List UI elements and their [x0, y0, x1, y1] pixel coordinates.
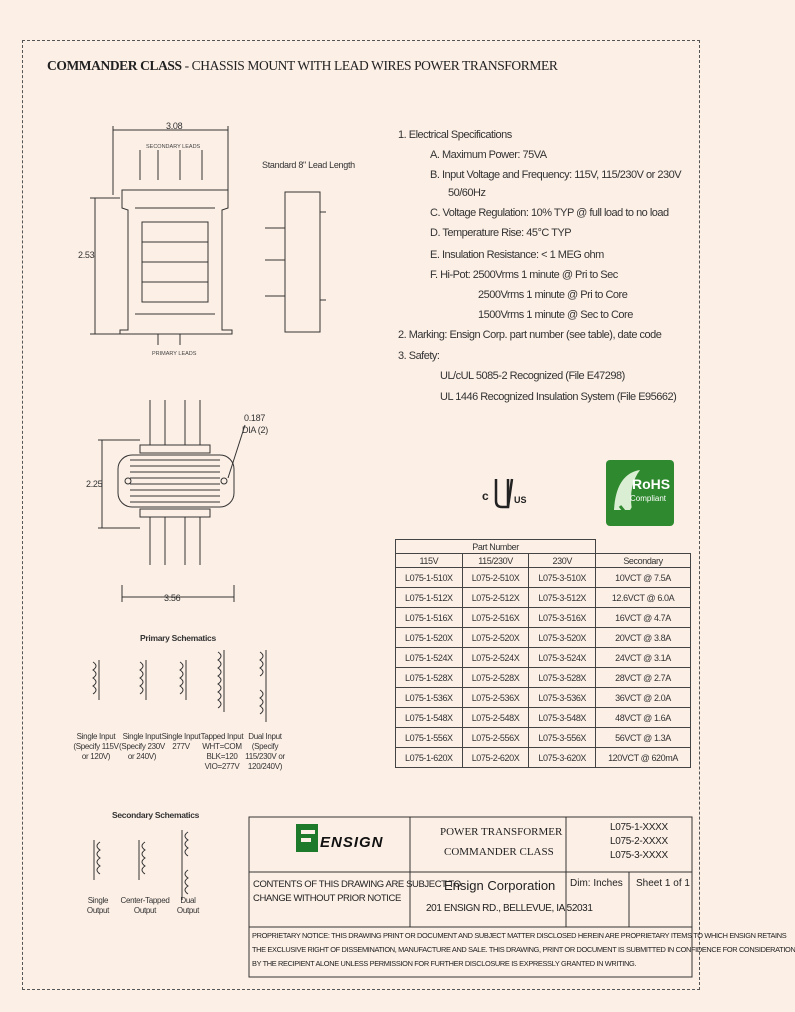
proprietary-line-3: BY THE RECIPIENT ALONE UNLESS PERMISSION FOR FURTHER DISCLOSURE IS EXPRESSLY GRANTED IN WRITING.: [252, 959, 637, 968]
notice-line-2: CHANGE WITHOUT PRIOR NOTICE: [253, 893, 401, 904]
table-cell: L075-1-536X: [396, 688, 463, 708]
table-cell: L075-3-510X: [529, 568, 596, 588]
table-cell: L075-1-556X: [396, 728, 463, 748]
table-cell: 28VCT @ 2.7A: [596, 668, 691, 688]
spec-safety-1: UL/cUL 5085-2 Recognized (File E47298): [440, 370, 625, 382]
spec-f: F. Hi-Pot: 2500Vrms 1 minute @ Pri to Sec: [430, 269, 618, 281]
pn-series-2: L075-2-XXXX: [610, 836, 668, 847]
spec-c: C. Voltage Regulation: 10% TYP @ full load to no load: [430, 207, 669, 219]
table-cell: L075-1-620X: [396, 748, 463, 768]
spec-b: B. Input Voltage and Frequency: 115V, 115/230V or 230V: [430, 169, 682, 181]
secondary-caption-1: Single Output: [86, 896, 110, 915]
table-row: [396, 608, 691, 628]
dim-top: 3.08: [166, 121, 183, 131]
product-title-2: COMMANDER CLASS: [444, 846, 554, 858]
table-cell: 10VCT @ 7.5A: [596, 568, 691, 588]
table-cell: L075-1-524X: [396, 648, 463, 668]
table-row: [396, 568, 691, 588]
table-cell: L075-3-524X: [529, 648, 596, 668]
primary-leads-label: PRIMARY LEADS: [152, 351, 197, 357]
dim-225: 2.25: [86, 479, 103, 489]
ul-us-mark: US: [514, 495, 527, 505]
company-address: 201 ENSIGN RD., BELLEVUE, IA 52031: [426, 903, 593, 914]
notice-line-1: CONTENTS OF THIS DRAWING ARE SUBJECT TO: [253, 879, 461, 890]
table-cell: 56VCT @ 1.3A: [596, 728, 691, 748]
spec-marking: 2. Marking: Ensign Corp. part number (see table), date code: [398, 329, 662, 341]
part-number-table: [395, 539, 691, 768]
table-row: [396, 628, 691, 648]
table-cell: L075-3-536X: [529, 688, 596, 708]
blank-header: [596, 540, 691, 554]
page-title: COMMANDER CLASS - CHASSIS MOUNT WITH LEAD WIRES POWER TRANSFORMER: [47, 58, 558, 73]
rohs-compliant-text: Compliant: [630, 494, 667, 503]
primary-schematics-title: Primary Schematics: [140, 633, 216, 643]
table-cell: L075-3-516X: [529, 608, 596, 628]
spec-safety-2: UL 1446 Recognized Insulation System (File E95662): [440, 391, 677, 403]
col-115v: 115V: [396, 554, 463, 568]
table-cell: L075-1-548X: [396, 708, 463, 728]
spec-a: A. Maximum Power: 75VA: [430, 149, 547, 161]
table-row: [396, 688, 691, 708]
table-cell: L075-2-528X: [462, 668, 529, 688]
table-cell: 24VCT @ 3.1A: [596, 648, 691, 668]
primary-caption-4: Tapped Input WHT=COM BLK=120 VIO=277V: [200, 732, 244, 771]
table-cell: 120VCT @ 620mA: [596, 748, 691, 768]
table-cell: L075-1-516X: [396, 608, 463, 628]
secondary-caption-2: Center-Tapped Output: [120, 896, 170, 915]
proprietary-line-1: PROPRIETARY NOTICE: THIS DRAWING PRINT OR DOCUMENT AND SUBJECT MATTER DISCLOSED HEREIN ARE PROPRIETARY ITEMS TO WHICH ENSIGN RETAINS: [252, 931, 787, 940]
primary-caption-2: Single Input (Specify 230V or 240V): [119, 732, 165, 761]
pn-series-1: L075-1-XXXX: [610, 822, 668, 833]
pn-series-3: L075-3-XXXX: [610, 850, 668, 861]
spec-d: D. Temperature Rise: 45°C TYP: [430, 227, 572, 239]
primary-caption-1: Single Input (Specify 115V or 120V): [73, 732, 119, 761]
ul-c-mark: c: [482, 489, 489, 503]
primary-caption-3: Single Input 277V: [161, 732, 201, 751]
table-cell: L075-2-520X: [462, 628, 529, 648]
table-cell: L075-1-520X: [396, 628, 463, 648]
spec-f2: 2500Vrms 1 minute @ Pri to Core: [478, 289, 628, 301]
table-cell: L075-2-512X: [462, 588, 529, 608]
table-cell: L075-1-510X: [396, 568, 463, 588]
secondary-caption-3: Dual Output: [176, 896, 200, 915]
rohs-text: RoHS: [632, 476, 671, 492]
dim-height: 2.53: [78, 250, 95, 260]
table-cell: L075-2-536X: [462, 688, 529, 708]
product-title-1: POWER TRANSFORMER: [440, 826, 563, 838]
ensign-logo-text: ENSIGN: [320, 834, 384, 851]
table-row: [396, 648, 691, 668]
company-name: Ensign Corporation: [444, 878, 556, 893]
table-row: [396, 708, 691, 728]
table-cell: 16VCT @ 4.7A: [596, 608, 691, 628]
secondary-leads-label: SECONDARY LEADS: [146, 144, 201, 150]
col-115-230v: 115/230V: [462, 554, 529, 568]
table-cell: L075-3-556X: [529, 728, 596, 748]
table-cell: 36VCT @ 2.0A: [596, 688, 691, 708]
spec-heading: 1. Electrical Specifications: [398, 129, 512, 141]
secondary-schematics-title: Secondary Schematics: [112, 810, 200, 820]
spec-f3: 1500Vrms 1 minute @ Sec to Core: [478, 309, 633, 321]
table-row: [396, 748, 691, 768]
table-cell: 20VCT @ 3.8A: [596, 628, 691, 648]
table-cell: L075-2-556X: [462, 728, 529, 748]
table-cell: L075-1-512X: [396, 588, 463, 608]
table-cell: L075-3-548X: [529, 708, 596, 728]
table-cell: L075-2-510X: [462, 568, 529, 588]
table-row: [396, 588, 691, 608]
table-cell: L075-3-620X: [529, 748, 596, 768]
hole-dim: 0.187: [244, 413, 266, 423]
table-row: [396, 668, 691, 688]
sheet-number: Sheet 1 of 1: [636, 878, 690, 889]
spec-b2: 50/60Hz: [448, 187, 486, 199]
lead-length-label: Standard 8" Lead Length: [262, 160, 355, 170]
table-cell: L075-2-516X: [462, 608, 529, 628]
table-cell: 48VCT @ 1.6A: [596, 708, 691, 728]
spec-e: E. Insulation Resistance: < 1 MEG ohm: [430, 249, 604, 261]
spec-safety: 3. Safety:: [398, 350, 440, 362]
table-cell: L075-2-524X: [462, 648, 529, 668]
col-secondary: Secondary: [596, 554, 691, 568]
table-cell: L075-3-528X: [529, 668, 596, 688]
proprietary-line-2: THE EXCLUSIVE RIGHT OF DISSEMINATION, MANUFACTURE AND SALE. THIS DRAWING, PRINT OR DOCUMENT IS SUBMITTED IN CONFIDENCE FOR CONSIDERATION: [252, 945, 795, 954]
col-230v: 230V: [529, 554, 596, 568]
ul-recognized-logo: [478, 475, 528, 516]
rohs-logo: [606, 460, 674, 526]
primary-caption-5: Dual Input (Specify 115/230V or 120/240V): [245, 732, 285, 771]
table-cell: L075-1-528X: [396, 668, 463, 688]
table-cell: L075-2-548X: [462, 708, 529, 728]
table-cell: L075-3-520X: [529, 628, 596, 648]
table-cell: L075-3-512X: [529, 588, 596, 608]
hole-dim-count: DIA (2): [242, 425, 268, 435]
table-row: [396, 728, 691, 748]
part-number-rows: [396, 568, 691, 768]
part-number-header: Part Number: [396, 540, 596, 554]
dimension-units: Dim: Inches: [570, 878, 623, 889]
table-cell: L075-2-620X: [462, 748, 529, 768]
dim-356: 3.56: [164, 593, 181, 603]
table-cell: 12.6VCT @ 6.0A: [596, 588, 691, 608]
